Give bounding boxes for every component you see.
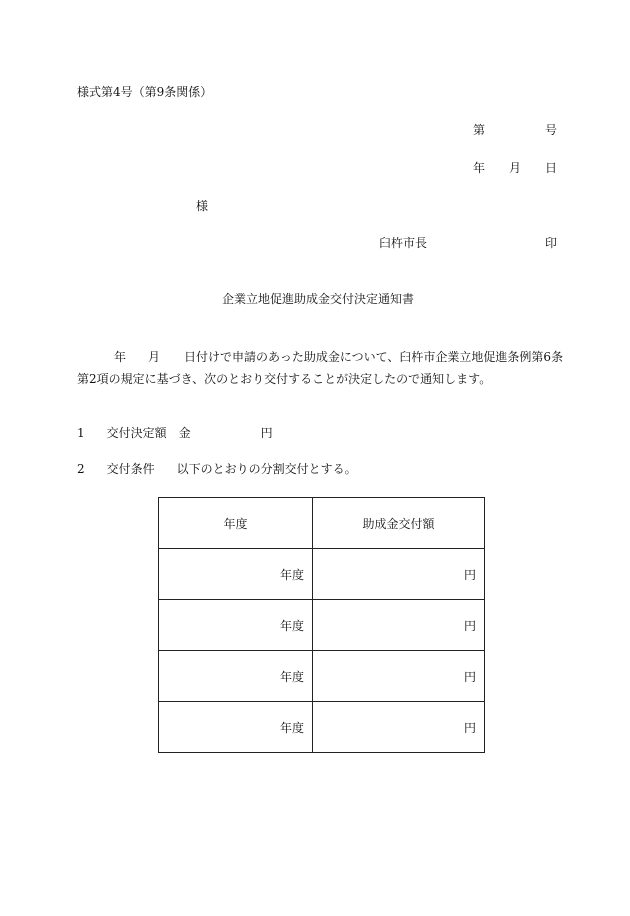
table-row <box>159 549 485 600</box>
row-amount-cell: 円 <box>313 549 485 600</box>
date-year: 年 <box>473 161 486 175</box>
row-year-cell: 年度 <box>159 549 313 600</box>
item-2-label: 交付条件 <box>106 462 155 476</box>
document-title: 企業立地促進助成金交付決定通知書 <box>222 292 415 306</box>
form-number: 様式第4号（第9条関係） <box>77 85 213 99</box>
doc-number-go: 号 <box>545 123 558 137</box>
table-header-row <box>159 498 485 549</box>
doc-number-dai: 第 <box>473 123 486 137</box>
issuer-seal: 印 <box>545 236 558 250</box>
item-2-number: 2 <box>77 462 85 476</box>
body-month: 月 <box>148 350 161 364</box>
table-row <box>159 600 485 651</box>
table-row <box>159 651 485 702</box>
issuer-name: 臼杵市長 <box>379 236 428 250</box>
body-text: 日付けで申請のあった助成金について、臼杵市企業立地促進条例第6条第2項の規定に基づき、次のとおり交付することが決定したので通知します。 <box>77 350 564 386</box>
item-1-label: 交付決定額 <box>106 426 167 440</box>
addressee-sama: 様 <box>196 199 209 213</box>
item-2-text: 以下のとおりの分割交付とする。 <box>176 462 357 476</box>
header-amount: 助成金交付額 <box>313 498 485 549</box>
row-year-cell: 年度 <box>159 702 313 753</box>
row-amount-cell: 円 <box>313 651 485 702</box>
row-year-cell: 年度 <box>159 651 313 702</box>
body-year: 年 <box>114 350 127 364</box>
row-year-cell: 年度 <box>159 600 313 651</box>
item-1-yen: 円 <box>260 426 273 440</box>
row-amount-cell: 円 <box>313 600 485 651</box>
item-1 <box>77 425 273 441</box>
row-amount-cell: 円 <box>313 702 485 753</box>
item-1-kin: 金 <box>178 426 191 440</box>
item-2 <box>77 461 357 477</box>
grant-schedule-table <box>158 497 485 753</box>
body-paragraph <box>77 346 567 390</box>
date-day: 日 <box>545 161 558 175</box>
item-1-number: 1 <box>77 426 85 440</box>
header-year: 年度 <box>159 498 313 549</box>
date-month: 月 <box>509 161 522 175</box>
table-row <box>159 702 485 753</box>
